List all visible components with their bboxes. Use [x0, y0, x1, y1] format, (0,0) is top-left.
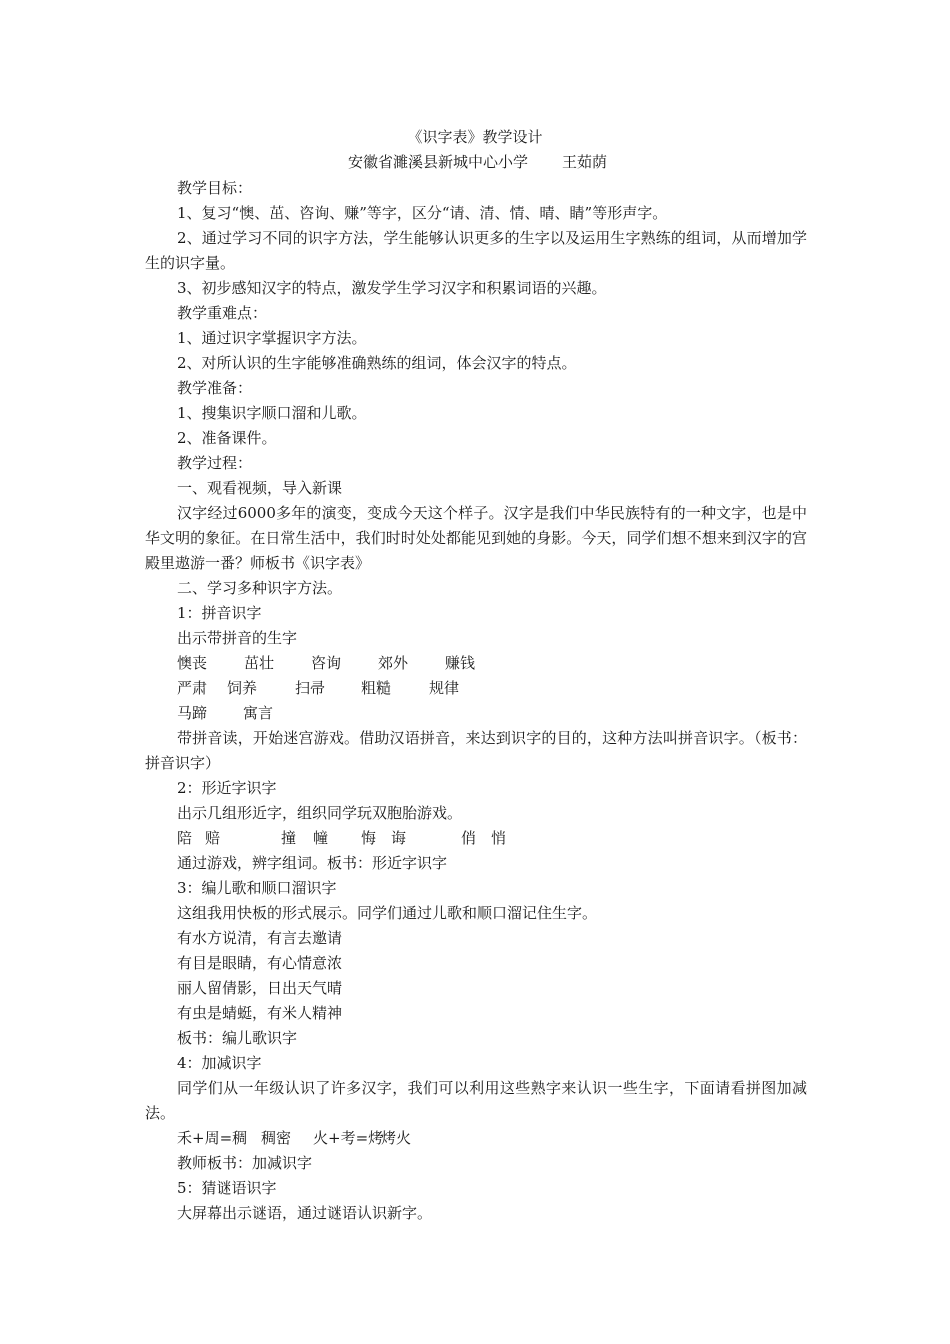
paragraph: 1、搜集识字顺口溜和儿歌。 [177, 404, 367, 422]
paragraph: 带拼音读，开始迷宫游戏。借助汉语拼音，来达到识字的目的，这种方法叫拼音识字。（板书：拼音识字） [145, 729, 807, 772]
word: 茁壮 [244, 654, 275, 672]
paragraph: 出示几组形近字，组织同学玩双胞胎游戏。 [177, 804, 463, 822]
paragraph: 汉字经过6000多年的演变，变成今天这个样子。汉字是我们中华民族特有的一种文字，也是中华文明的象征。在日常生活中，我们时时处处都能见到她的身影。今天，同学们想不想来到汉字的宫殿里遨游一番？师板书《识字表》 [145, 504, 807, 572]
paragraph: 2、通过学习不同的识字方法，学生能够认识更多的生字以及运用生字熟练的组词，从而增加学生的识字量。 [145, 229, 807, 272]
word: 粗糙 [361, 679, 392, 697]
rhyme-line: 有水方说清，有言去邀请 [177, 929, 343, 947]
paragraph: 同学们从一年级认识了许多汉字，我们可以利用这些熟字来认识一些生字，下面请看拼图加减法。 [145, 1079, 807, 1122]
document-body [145, 176, 807, 1226]
rhyme-line: 丽人留倩影，日出天气晴 [177, 979, 343, 997]
word-row [145, 651, 807, 676]
equation-row [145, 1126, 807, 1151]
char: 幢 [313, 829, 329, 847]
word: 饲养 [227, 679, 258, 697]
section-heading: 教学准备： [177, 379, 253, 397]
word: 咨询 [311, 654, 342, 672]
paragraph: 2、准备课件。 [177, 429, 277, 447]
paragraph: 2、对所认识的生字能够准确熟练的组词，体会汉字的特点。 [177, 354, 577, 372]
paragraph: 4：加减识字 [177, 1054, 262, 1072]
paragraph: 出示带拼音的生字 [177, 629, 298, 647]
word: 烤火 [381, 1129, 412, 1147]
equation: 禾+周=稠 [177, 1129, 248, 1147]
char: 赔 [205, 829, 221, 847]
char: 悄 [491, 829, 507, 847]
author-name: 王茹荫 [562, 153, 608, 171]
paragraph: 5：猜谜语识字 [177, 1179, 277, 1197]
paragraph: 二、学习多种识字方法。 [177, 579, 343, 597]
paragraph: 板书：编儿歌识字 [177, 1029, 298, 1047]
paragraph: 1：拼音识字 [177, 604, 262, 622]
rhyme-line: 有虫是蜻蜓，有米人精神 [177, 1004, 343, 1022]
equation: 火+考=烤 [313, 1129, 384, 1147]
paragraph: 3：编儿歌和顺口溜识字 [177, 879, 337, 897]
paragraph: 2：形近字识字 [177, 779, 277, 797]
paragraph: 3、初步感知汉字的特点，激发学生学习汉字和积累词语的兴趣。 [177, 279, 607, 297]
word: 懊丧 [177, 654, 208, 672]
word: 马蹄 [177, 704, 208, 722]
document-title: 《识字表》教学设计 [407, 128, 543, 146]
word: 严肃 [177, 679, 208, 697]
char: 陪 [177, 829, 193, 847]
char-pair-row [145, 826, 807, 851]
word: 郊外 [378, 654, 409, 672]
word: 赚钱 [445, 654, 476, 672]
section-heading: 教学重难点： [177, 304, 268, 322]
word: 规律 [429, 679, 460, 697]
paragraph: 通过游戏，辨字组词。板书：形近字识字 [177, 854, 448, 872]
char: 俏 [461, 829, 477, 847]
document-byline [348, 151, 607, 173]
paragraph: 1、通过识字掌握识字方法。 [177, 329, 367, 347]
section-heading: 教学过程： [177, 454, 253, 472]
paragraph: 1、复习“懊、茁、咨询、赚”等字，区分“请、清、情、晴、睛”等形声字。 [177, 204, 668, 222]
rhyme-line: 有目是眼睛，有心情意浓 [177, 954, 343, 972]
word: 稠密 [261, 1129, 292, 1147]
paragraph: 一、观看视频，导入新课 [177, 479, 343, 497]
section-heading: 教学目标： [177, 179, 253, 197]
char: 悔 [361, 829, 377, 847]
char: 撞 [281, 829, 297, 847]
char: 诲 [391, 829, 407, 847]
word: 寓言 [243, 704, 274, 722]
paragraph: 大屏幕出示谜语，通过谜语认识新字。 [177, 1204, 433, 1222]
school-name: 安徽省濉溪县新城中心小学 [348, 153, 529, 171]
word-row [145, 676, 807, 701]
paragraph: 教师板书：加减识字 [177, 1154, 313, 1172]
paragraph: 这组我用快板的形式展示。同学们通过儿歌和顺口溜记住生字。 [177, 904, 598, 922]
word: 扫帚 [295, 679, 326, 697]
word-row [145, 701, 807, 726]
